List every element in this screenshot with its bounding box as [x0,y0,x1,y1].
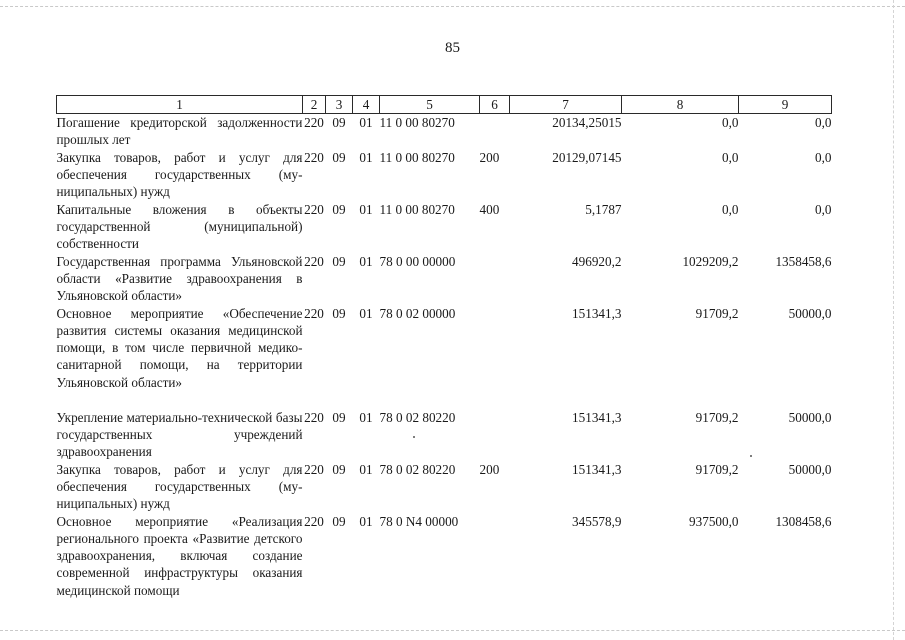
table-row [57,201,832,253]
cell-section: 09 [332,115,346,130]
column-header: 1 [57,96,303,114]
cell-section: 09 [332,149,346,165]
cell-amount-col8: 91709,2 [695,305,739,321]
cell-amount-col9: 50000,0 [788,461,832,477]
cell-amount-col8: 937500,0 [689,513,739,529]
cell-target-article: 78 0 N4 00000 [379,513,459,529]
cell-amount-col7: 20134,25015 [552,115,622,130]
cell-target-article: 11 0 00 80270 [379,149,455,165]
cell-expense-type [480,513,510,599]
cell-section: 09 [332,305,346,321]
column-header: 9 [739,96,832,114]
scan-speck [750,455,752,457]
cell-amount-col8: 0,0 [722,115,739,130]
page-number: 85 [445,40,460,56]
scan-speck [413,436,415,438]
cell-admin-code: 220 [304,201,324,217]
row-name: Основное мероприятие «Обеспечение развития системы оказания медицинской помощи, в том числе первичной медико-санитарной помощи, на территории Ульяновской области» [56,305,303,390]
cell-subsection: 01 [359,461,373,477]
cell-amount-col8: 0,0 [722,149,739,165]
cell-section: 09 [332,201,346,217]
cell-amount-col9: 1308458,6 [775,513,832,529]
column-header: 5 [380,96,480,114]
cell-subsection: 01 [359,149,373,165]
column-header: 2 [303,96,326,114]
cell-admin-code: 220 [304,305,324,321]
cell-amount-col9: 0,0 [815,149,832,165]
cell-section: 09 [332,461,346,477]
row-name: Основное мероприятие «Реализация регионального проекта «Развитие детского здравоохранения, включая создание современной инфраструктуры оказания медицинской помощи [56,513,303,598]
cell-admin-code: 220 [304,115,324,130]
table-row [57,409,832,461]
column-header: 8 [622,96,739,114]
cell-subsection: 01 [359,253,373,269]
row-name: Государственная программа Ульяновской области «Развитие здравоохранения в Ульяновской области» [56,253,303,304]
cell-amount-col7: 5,1787 [585,201,622,217]
row-name: Закупка товаров, работ и услуг для обеспечения государственных (муниципальных) нужд [56,149,303,200]
cell-amount-col7: 151341,3 [572,305,622,321]
cell-subsection: 01 [359,305,373,321]
cell-target-article: 11 0 00 80270 [379,115,455,130]
cell-admin-code: 220 [304,461,324,477]
cell-subsection: 01 [359,409,373,425]
cell-amount-col7: 345578,9 [572,513,622,529]
cell-target-article: 78 0 00 00000 [379,253,456,269]
cell-expense-type [480,409,510,461]
column-header: 7 [510,96,622,114]
cell-expense-type [480,305,510,409]
column-header: 3 [326,96,353,114]
cell-amount-col8: 1029209,2 [682,253,739,269]
cell-amount-col9: 50000,0 [788,409,832,425]
cell-amount-col9: 0,0 [815,115,832,130]
budget-table [56,95,832,599]
cell-section: 09 [332,409,346,425]
cell-admin-code: 220 [304,513,324,529]
cell-expense-type: 200 [479,461,500,477]
table-row [57,149,832,201]
table-row [57,461,832,513]
cell-target-article: 78 0 02 80220 [379,409,456,425]
cell-amount-col9: 50000,0 [788,305,832,321]
cell-amount-col7: 20129,07145 [552,149,622,165]
cell-expense-type: 400 [479,201,500,217]
cell-section: 09 [332,253,346,269]
row-name: Укрепление материально-технической базы государственных учреждений здравоохранения [56,409,303,460]
column-header: 4 [353,96,380,114]
row-name: Капитальные вложения в объекты государственной (муниципальной) собственности [56,201,303,252]
cell-expense-type: 200 [479,149,500,165]
scan-edge-top [0,6,905,7]
table-header-row [57,96,832,114]
cell-expense-type [480,253,510,305]
cell-target-article: 11 0 00 80270 [379,201,455,217]
cell-target-article: 78 0 02 80220 [379,461,456,477]
cell-amount-col7: 496920,2 [572,253,622,269]
scan-edge-bottom [0,630,905,631]
cell-amount-col8: 91709,2 [695,461,739,477]
cell-amount-col9: 1358458,6 [775,253,832,269]
cell-target-article: 78 0 02 00000 [379,305,456,321]
cell-admin-code: 220 [304,253,324,269]
cell-amount-col7: 151341,3 [572,461,622,477]
cell-amount-col7: 151341,3 [572,409,622,425]
cell-amount-col8: 0,0 [722,201,739,217]
column-header: 6 [480,96,510,114]
row-name: Погашение кредиторской задолженности прошлых лет [56,115,303,148]
cell-expense-type [480,114,510,149]
cell-amount-col8: 91709,2 [695,409,739,425]
cell-admin-code: 220 [304,409,324,425]
cell-subsection: 01 [359,201,373,217]
table-row [57,305,832,409]
cell-subsection: 01 [359,513,373,529]
row-name: Закупка товаров, работ и услуг для обеспечения государственных (муниципальных) нужд [56,461,303,512]
cell-admin-code: 220 [304,149,324,165]
table-row [57,253,832,305]
scan-edge-right [893,0,894,640]
cell-section: 09 [332,513,346,529]
cell-amount-col9: 0,0 [815,201,832,217]
table-row [57,513,832,599]
table-row [57,114,832,149]
cell-subsection: 01 [359,115,373,130]
